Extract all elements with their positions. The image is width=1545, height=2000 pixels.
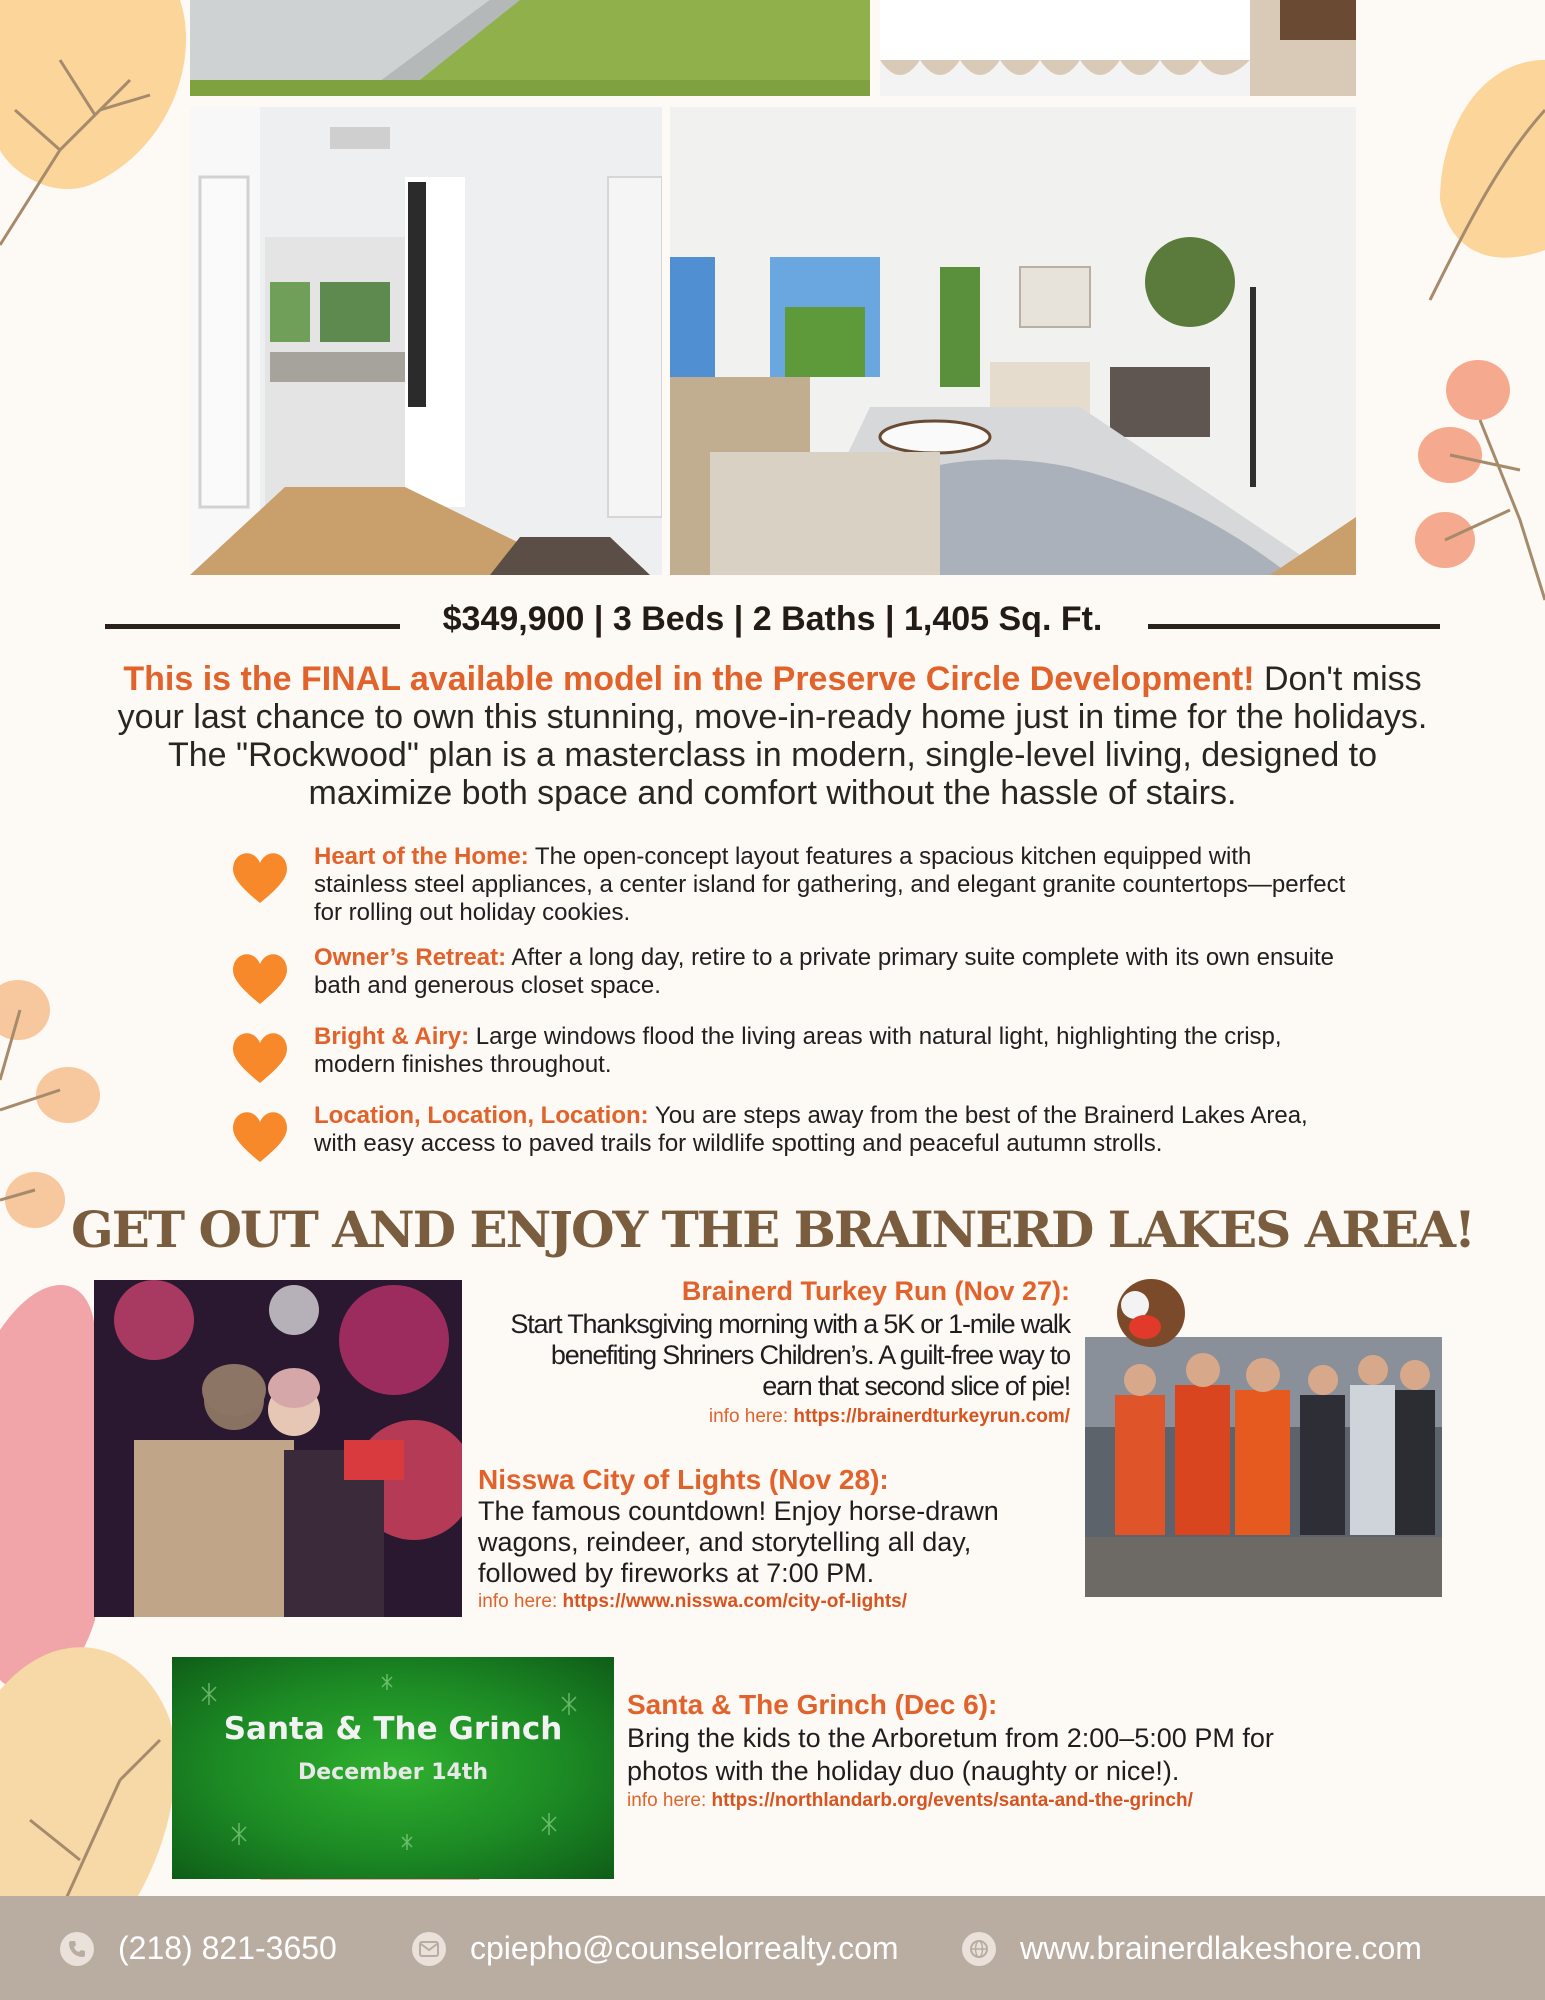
heart-icon	[230, 1108, 290, 1164]
event-city-of-lights	[478, 1464, 1058, 1613]
mail-icon	[412, 1932, 446, 1966]
info-label: info here:	[478, 1591, 563, 1612]
event-title: Brainerd Turkey Run (Nov 27):	[681, 1276, 1070, 1306]
event-body: Start Thanksgiving morning with a 5K or 1-mile walk benefiting Shriners Children’s. A guilt-free way to earn that second slice of pie!	[510, 1309, 1070, 1401]
section-title: GET OUT AND ENJOY THE BRAINERD LAKES AREA!	[71, 1200, 1474, 1259]
heart-icon	[230, 950, 290, 1006]
intro-highlight: This is the FINAL available model in the Preserve Circle Development!	[123, 660, 1255, 698]
event-info	[480, 1406, 1070, 1428]
banner-subtitle: December 14th	[297, 1760, 489, 1785]
price-rule-right	[1148, 624, 1440, 629]
feature-location	[230, 1102, 1350, 1158]
footer-phone[interactable]	[60, 1930, 337, 1967]
feature-text: After a long day, retire to a private primary suite complete with its own ensuite bath and generous closet space.	[314, 944, 1335, 999]
event-info	[478, 1591, 1058, 1613]
footer-website[interactable]	[962, 1930, 1422, 1967]
event-santa-grinch	[627, 1688, 1347, 1812]
photo-bedroom-bed	[880, 0, 1356, 96]
info-label: info here:	[627, 1790, 712, 1811]
price-summary: $349,900 | 3 Beds | 2 Baths | 1,405 Sq. Ft.	[442, 600, 1103, 638]
intro-paragraph	[105, 660, 1440, 812]
price-rule-left	[105, 624, 400, 629]
event-body: Bring the kids to the Arboretum from 2:00–5:00 PM for photos with the holiday duo (naughty or nice!).	[627, 1723, 1274, 1786]
globe-icon	[962, 1932, 996, 1966]
intro-body: Don't miss your last chance to own this stunning, move-in-ready home just in time for the holidays. The "Rockwood" plan is a masterclass in modern, single-level living, designed to maximize both space and comfort without the hassle of stairs.	[117, 660, 1428, 812]
feature-bright-airy	[230, 1023, 1350, 1079]
phone-icon	[60, 1932, 94, 1966]
event-link[interactable]: https://www.nisswa.com/city-of-lights/	[562, 1591, 907, 1612]
feature-text: The open-concept layout features a spacious kitchen equipped with stainless steel appliances, a center island for gathering, and elegant granite countertops—perfect for rolling out holiday cookies.	[314, 843, 1346, 926]
photo-living-room	[670, 107, 1356, 575]
event-title: Nisswa City of Lights (Nov 28):	[478, 1464, 889, 1495]
footer-email[interactable]	[412, 1930, 899, 1967]
event-body: The famous countdown! Enjoy horse-drawn wagons, reindeer, and storytelling all day, followed by fireworks at 7:00 PM.	[478, 1496, 999, 1588]
santa-grinch-banner	[172, 1657, 614, 1879]
info-label: info here:	[708, 1406, 794, 1427]
event-title: Santa & The Grinch (Dec 6):	[627, 1689, 998, 1720]
heart-icon	[230, 1029, 290, 1085]
event-info	[627, 1790, 1347, 1812]
event-link[interactable]: https://brainerdturkeyrun.com/	[793, 1406, 1070, 1427]
event-turkey-run	[480, 1275, 1070, 1428]
event-link[interactable]: https://northlandarb.org/events/santa-and-the-grinch/	[711, 1790, 1193, 1811]
phone-number: (218) 821-3650	[118, 1930, 337, 1966]
website-url: www.brainerdlakeshore.com	[1020, 1930, 1422, 1966]
photo-hallway	[190, 107, 662, 575]
photo-exterior-lawn	[190, 0, 870, 96]
feature-text: You are steps away from the best of the Brainerd Lakes Area, with easy access to paved trails for wildlife spotting and peaceful autumn strolls.	[314, 1102, 1308, 1157]
feature-heart-of-home	[230, 843, 1350, 927]
photo-city-of-lights	[94, 1280, 462, 1617]
feature-owners-retreat	[230, 944, 1350, 1000]
feature-text: Large windows flood the living areas with natural light, highlighting the crisp, modern finishes throughout.	[314, 1023, 1282, 1078]
contact-footer	[0, 1896, 1545, 2000]
feature-label: Bright & Airy:	[314, 1023, 470, 1050]
feature-label: Heart of the Home:	[314, 843, 529, 870]
feature-label: Location, Location, Location:	[314, 1102, 649, 1129]
heart-icon	[230, 849, 290, 905]
photo-turkey-run	[1085, 1275, 1442, 1597]
email-address: cpiepho@counselorrealty.com	[470, 1930, 899, 1966]
feature-label: Owner’s Retreat:	[314, 944, 507, 971]
banner-title: Santa & The Grinch	[223, 1711, 563, 1747]
